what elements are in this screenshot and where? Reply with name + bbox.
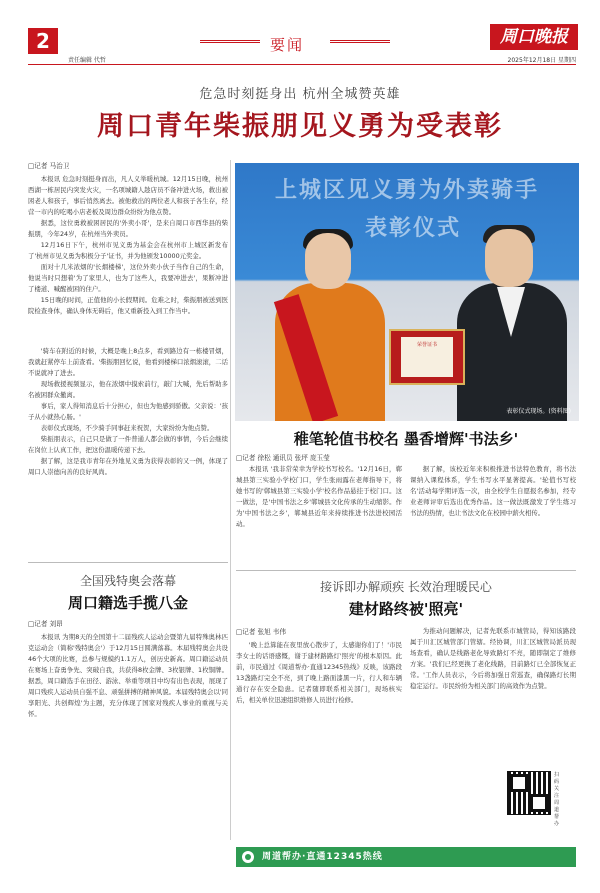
paragraph: 现场救援视频显示，他在浓烟中摸索前行，敲门大喊，先后帮助多名被困群众撤离。 [28,380,228,399]
section-rule-right [330,40,390,43]
qr-code [508,772,550,814]
paragraph: 表彰仪式现场，不少骑手同事赶来祝贺，大家纷纷为他点赞。 [40,424,214,432]
article4-kicker: 接诉即办解顽疾 长效治理暖民心 [320,580,492,594]
paragraph: 据悉，这位勇救被困居民的'外卖小哥'，是来自周口市西华县的柴振朋，今年24岁，在杭州当外卖员。 [28,219,228,238]
lead-column-2 [28,346,228,554]
lead-photo [235,163,579,421]
article4-title: 建材路终被'照亮' [348,600,464,618]
article3-body [28,632,228,868]
issue-date: 2025年12月18日 星期四 [507,57,576,64]
article4-byline: □记者 张旭 韦伟 [236,628,286,636]
paragraph: 面对十几米浓烟的'长烟楼梯'，这位外卖小伙子当作自己的生命，他说当时只想着'为了家里人，也为了这些人，我要冲进去'，果断冲进了楼道、喊醒被困的住户。 [28,263,228,293]
article4-column-1 [236,640,402,840]
paragraph: 据了解，该校近年来积极推进书法特色教育，将书法课纳入课程体系，学生书写水平显著提高。'轮值书写校名'活动每学期评选一次，由全校学生自愿报名参加，经专业老师评审后选出优秀作品。这一做法既激发了学生练习书法的热情，也让书法文化在校园中薪火相传。 [410,465,576,517]
photo-banner-text-2: 表彰仪式 [365,216,462,241]
honor-certificate [389,329,465,385]
editor-credits: 责任编辑 代哲 [68,57,106,64]
article4-column-2 [410,626,576,766]
paragraph: 柴振朋表示，自己只是做了一件普通人都会做的事情，今后会继续在岗位上认真工作，把这份温暖传递下去。 [28,435,228,454]
article2-column-1 [236,464,402,564]
masthead [0,0,600,68]
photo-banner-text: 上城区见义勇为外卖骑手 [275,178,540,203]
hotline-icon [242,851,254,863]
paragraph: 本报讯 危急时刻挺身而出，凡人义举暖杭城。12月15日晚，杭州西湖一栋居民内突发火灾，一名项城籍人趁店员不备冲进火场，救出被困老人和孩子，事后悄然离去。被他救出的两位老人和孩子各生存，经营一市内的吃喝小店老板及周边群众纷纷为他点赞。 [28,175,228,216]
section-title: 要闻 [270,36,305,54]
newspaper-logo: 周口晚报 [490,24,578,50]
article3-byline: □记者 刘昂 [28,620,63,628]
article3-kicker: 全国残特奥会落幕 [79,574,176,588]
lead-headline: 周口青年柴振朋见义勇为受表彰 [97,111,503,142]
article2-title: 稚笔轮值书校名 墨香增辉'书法乡' [293,430,519,448]
column-divider [230,160,231,840]
article3-title: 周口籍选手揽八金 [67,594,188,612]
courier-head [305,233,351,289]
lead-kicker: 危急时刻挺身出 杭州全城赞英雄 [199,87,401,102]
paragraph: 据了解，这是我市青年在外地见义勇为获得表彰的又一例，体现了周口人崇德向善的良好风尚。 [28,457,228,476]
hotline-banner: 周道帮办·直通12345热线 [236,847,576,867]
lead-byline: □记者 马治卫 [28,162,70,170]
section-divider [236,570,576,571]
paragraph: 12月16日下午，杭州市见义勇为基金会在杭州市上城区新发布了'杭州市见义勇为积极分子'证书，并为他颁发10000元奖金。 [28,241,228,260]
paragraph: '晚上总算能在夜里放心散步了，太感谢你们了！'市民李女士的话语感慨，谢于建材路路灯'照亮'的根本原因。此前，市民通过《周道帮办·直通12345热线》反映，该路段13盏路灯完全不亮，到了晚上路面漆黑一片，行人和车辆通行存在安全隐患。记者随即联系相关部门，现场核实后，相关单位迅速组织维修人员进行检修。 [236,641,402,704]
paragraph: 本报讯 '我非常荣幸为学校书写校名。'12月16日，郸城县第三实验小学校门口，学生张雨露在老师指导下，将她书写的'郸城县第三实验小学'校名作品悬挂于校门口。这一做法，是'中国书法之乡'郸城县文化传承的生动缩影。作为'中国书法之乡'，郸城县近年来持续推进书法进校园活动。 [236,465,402,528]
paragraph: 事后，家人得知消息后十分担心，但也为他感到骄傲。父亲说：'孩子从小就热心肠。' [28,402,228,421]
article2-byline: □记者 徐松 通讯员 张坪 庞玉莹 [236,454,330,462]
official-head [485,229,533,287]
paragraph: 15日晚的时间，正值他的小长假期间。危难之时，柴振朋被送到医院检查身体，确认身体无碍后，他又重新投入到工作当中。 [28,296,228,315]
paragraph: 为推动问题解决，记者先联系市城管局，得知该路段属于川汇区城管部门管辖。经协调，川汇区城管局派员现场查看，确认是线路老化导致路灯不亮，随即制定了维修方案。'我们已经更换了老化线路，目前路灯已全部恢复正常。'工作人员表示，今后将加强日常巡查，确保路灯长期稳定运行。市民纷纷为相关部门的高效作为点赞。 [410,627,576,690]
section-rule-left [200,40,260,43]
masthead-divider [28,64,576,65]
paragraph: 本报讯 为期8天的全国第十二届残疾人运动会暨第九届特殊奥林匹克运动会（简称'残特奥会'）于12月15日圆满落幕。本届残特奥会共设46个大项的比赛，总参与规模约1.1万人，创历史新高。周口籍运动员在赛场上奋勇争先、突破自我，共获得8枚金牌、3枚银牌、1枚铜牌。据悉，周口籍选手在田径、游泳、举重等项目中均有出色表现，展现了周口残疾人运动员自强不息、顽强拼搏的精神风貌。本届残特奥会以'同享阳光、共创辉煌'为主题，充分体现了国家对残疾人事业的重视与关怀。 [28,633,228,718]
qr-caption: 扫码关注周道帮办 [554,772,560,827]
certificate-label: 荣誉证书 [401,337,453,377]
paragraph: '骑车在附近的时候，大概是晚上8点多，看到路边有一栋楼冒烟，我就赶紧停车上前查看。'柴振朋回忆说，他看到楼梯口浓烟滚滚，二话不说就冲了进去。 [28,347,228,377]
section-divider [28,562,228,563]
page-number: 2 [28,28,58,54]
lead-column-1 [28,174,228,344]
photo-caption: 表彰仪式现场。(资料图) [506,408,571,415]
article2-column-2 [410,464,576,564]
